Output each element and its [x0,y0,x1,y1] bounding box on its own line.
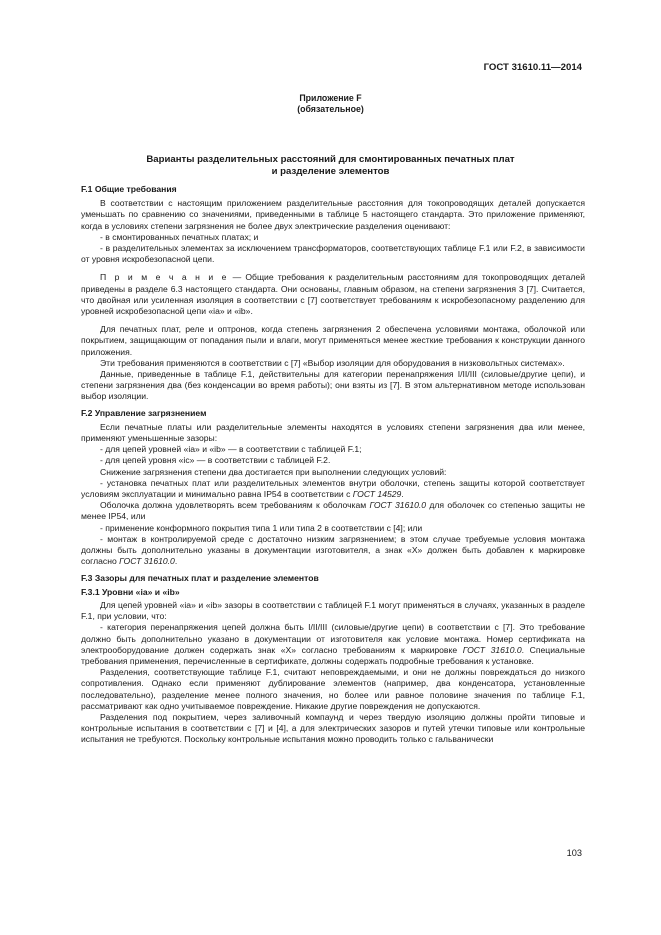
note-text: — Общие требования к разделительным расстояниям для токопроводящих деталей приведены в разделе 6.3 настоящего стандарта. Они основаны, главным образом, на степени загрязнения 3 [7]. Считается, что двойная или усиленная изоляция в соответствии с [7] соответствует требованиям к искробезопасному разделению для уровней искробезопасной цепи «ia» и «ib». [81,272,585,317]
section-title-line-2: и разделение элементов [271,166,390,177]
note [81,272,585,317]
list-item: - для цепей уровней «ia» и «ib» — в соответствии с таблицей F.1; [100,444,362,455]
list-item: - в смонтированных печатных платах; и [100,231,259,242]
standard-reference: ГОСТ 31610.0 [119,556,175,567]
paragraph: Эти требования применяются в соответствии с [7] «Выбор изоляции для оборудования в низковольтных системах». [100,357,565,368]
standard-reference: ГОСТ 31610.0 [462,644,522,655]
heading-f3-1: F.3.1 Уровни «ia» и «ib» [81,586,180,597]
standard-reference: ГОСТ 31610.0 [369,500,427,511]
paragraph: В соответствии с настоящим приложением разделительные расстояния для токопроводящих деталей допускается уменьшать по сравнению со значениями, приведенными в таблице 5 настоящего стандарта. Это приложение применяют, когда в условиях степени загрязнения не более двух электрические разделения оценивают: [81,198,585,231]
standard-code-header: ГОСТ 31610.11—2014 [483,62,582,73]
paragraph: Снижение загрязнения степени два достигается при выполнении следующих условий: [100,466,447,477]
page-number: 103 [566,848,582,858]
document-body [81,184,585,746]
list-item: - монтаж в контролируемой среде с достаточно низким загрязнением; в этом случае требуемые условия монтажа должны быть дополнительно указаны в документации изготовителя, а знак «X» должен быть добавлен к маркировке согласно ГОСТ 31610.0. [81,533,585,567]
paragraph: Разделения под покрытием, через заливочный компаунд и через твердую изоляцию должны пройти типовые и контрольные испытания в соответствии с [7] и [4], а для электрических зазоров и путей утечки типовые или контрольные испытания не требуются. Поскольку контрольные испытания можно проводить только с гальванически [81,711,585,745]
paragraph: Если печатные платы или разделительные элементы находятся в условиях степени загрязнения два или менее, применяют уменьшенные зазоры: [81,421,585,444]
list-item: - категория перенапряжения цепей должна быть I/II/III (силовые/другие цепи) в соответствии с [7]. Это требование должно быть дополнительно указано в документации от изготовителя как условие монтажа. Номер сертификата на электрооборудование должен содержать знак «X» согласно требованиям к маркировке ГОСТ 31610.0. Специальные требования применения, перечисленные в сертификате, должны содержать подробные требования к установке. [81,622,585,666]
paragraph: Оболочка должна удовлетворять всем требованиям к оболочкам ГОСТ 31610.0 для оболочек со степенью защиты не менее IP54, или [81,500,585,522]
paragraph: Данные, приведенные в таблице F.1, действительны для категории перенапряжения I/II/III (силовые/другие цепи), и степени загрязнения два (без конденсации во время работы); они взяты из [7]. В этом альтернативном методе использован выбор изоляции. [81,369,585,402]
paragraph: Разделения, соответствующие таблице F.1, считают неповреждаемыми, и они не должны повреждаться до низкого сопротивления. Однако если применяют дублирование элементов (например, два конденсатора, установленные последовательно), разделение менее полного значения, но более или равное половине значения по таблице F.1, рассматривают как одно учитываемое повреждение. Никакие другие повреждения не допускаются. [81,667,585,711]
heading-f1: F.1 Общие требования [81,184,177,194]
heading-f2: F.2 Управление загрязнением [81,407,207,418]
paragraph: Для печатных плат, реле и оптронов, когда степень загрязнения 2 обеспечена условиями монтажа, оболочкой или покрытием, защищающим от попадания пыли и влаги, могут применяться менее жесткие требования к конструкции данного приложения. [81,324,585,357]
annex-status: (обязательное) [297,104,364,114]
annex-title: Приложение F [299,93,362,103]
standard-reference: ГОСТ 14529 [352,489,402,500]
list-item: - в разделительных элементах за исключением трансформаторов, соответствующих таблице F.1 или F.2, в зависимости от уровня искробезопасной цепи. [81,243,585,265]
paragraph: Для цепей уровней «ia» и «ib» зазоры в соответствии с таблицей F.1 могут применяться в случаях, указанных в разделе F.1, при условии, что: [81,599,585,622]
list-item: - для цепей уровня «ic» — в соответствии с таблицей F.2. [100,455,331,466]
heading-f3: F.3 Зазоры для печатных плат и разделение элементов [81,572,319,583]
list-item: - применение конформного покрытия типа 1 или типа 2 в соответствии с [4]; или [100,522,423,533]
section-title-line-1: Варианты разделительных расстояний для смонтированных печатных плат [146,154,515,165]
note-label: П р и м е ч а н и е [100,272,229,283]
list-item: - установка печатных плат или разделительных элементов внутри оболочки, степень защиты которой соответствует условиям эксплуатации и минимально равна IP54 в соответствии с ГОСТ 14529. [81,477,585,500]
